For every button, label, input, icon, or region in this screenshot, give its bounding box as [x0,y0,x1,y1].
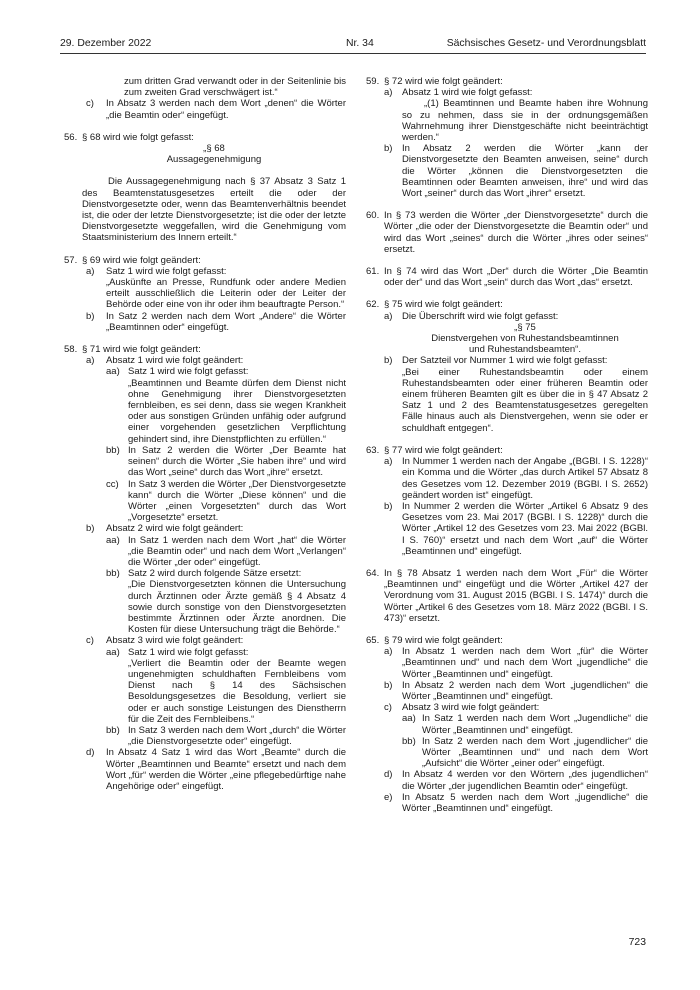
section-64: 64. In § 78 Absatz 1 werden nach dem Wort „Für“ die Wörter „Beamtinnen und“ eingefügt und die Wörter „Artikel 427 der Verordnung vom 31. August 2015 (BGBl. I S. 1474)“ durch die Wörter „Artikel 6 des Gesetzes vom 18. März 2022 (BGBl. I S. 473)“ ersetzt. [366,567,648,624]
right-column [366,76,648,814]
section-62-a-heading-number: „§ 75 [514,321,536,333]
section-65-c-bb: bb) In Satz 2 werden nach dem Wort „jugendlicher“ die Wörter „Beamtinnen und“ und nach dem Wort „Aufsicht“ die Wörter „einer oder“ eingefügt. [402,735,648,770]
section-58-a-aa-quote: „Beamtinnen und Beamte dürfen dem Dienst nicht ohne Genehmigung ihrer Dienstvorgesetzten fernbleiben, es sei denn, dass sie wegen Krankheit oder aus sonstigen Gründen unfähig oder aufgrund einer vorgehenden gesetzlichen Verpflichtung gehindert sind, ihre Dienstpflichten zu erfüllen.“ [128,377,346,445]
section-58-a-aa: aa) Satz 1 wird wie folgt gefasst: [106,366,249,378]
section-58-a: a) Absatz 1 wird wie folgt geändert: [86,355,244,367]
section-65-a: a) In Absatz 1 werden nach dem Wort „für“ die Wörter „Beamtinnen und“ und nach dem Wort „jugendliche“ die Wörter „Beamtinnen und“ eingefügt. [384,646,648,680]
section-56-body: Die Aussagegenehmigung nach § 37 Absatz 3 Satz 1 des Beamtenstatusgesetzes erteilt die oder der Dienstvorgesetzte oder, wenn das Beamtenverhältnis beendet ist, die oder der letzte Dienstvorgesetzte; ist die oder der letzte Dienstvorgesetzte weggefallen, wird die Genehmigung vom Staatsministerium des Innern erteilt.“ [82,176,346,244]
section-62-a: a) Die Überschrift wird wie folgt gefasst: [384,310,559,322]
section-62-a-heading-title: Dienstvergehen von Ruhestandsbeamtinnen [431,333,619,345]
section-59-b: b) In Absatz 2 werden die Wörter „kann der Dienstvorgesetzte den Beamten anweisen, seine“ durch die Wörter „können die Dienstvorgesetzten die Beamtinnen oder Beamten anweisen, ihre“ und wird das Wort „seiner“ durch das Wort „ihrer“ ersetzt. [384,143,648,200]
section-65-e: e) In Absatz 5 werden nach dem Wort „jugendliche“ die Wörter „Beamtinnen und“ eingefügt. [384,791,648,814]
section-63-b: b) In Nummer 2 werden die Wörter „Artikel 6 Absatz 9 des Gesetzes vom 23. Mai 2017 (BGBl. I S. 1228)“ durch die Wörter „Artikel 12 des Gesetzes vom 23. Mai 2022 (BGBl. I S. 760)“ ersetzt und nach dem Wort „auf“ die Wörter „Beamtinnen und“ eingefügt. [384,500,648,557]
page-number: 723 [628,937,646,948]
section-60: 60. In § 73 werden die Wörter „der Dienstvorgesetzte“ durch die Wörter „die oder der Dienstvorgesetzte die Beamtin oder“ und wird das Wort „seines“ durch die Wörter „ihres oder seines“ ersetzt. [366,210,648,255]
section-62-b: b) Der Satzteil vor Nummer 1 wird wie folgt gefasst: [384,355,608,367]
section-58-b-bb: bb) Satz 2 wird durch folgende Sätze ersetzt: [106,568,302,580]
section-65-b: b) In Absatz 2 werden nach dem Wort „jugendlichen“ die Wörter „Beamtinnen und“ eingefügt. [384,679,648,702]
section-58: 58. § 71 wird wie folgt geändert: [64,344,201,356]
section-57: 57. § 69 wird wie folgt geändert: [64,254,201,266]
continued-quote: zum dritten Grad verwandt oder in der Seitenlinie bis zum zweiten Grad verschwägert ist.“ [124,76,346,99]
section-57-b: b) In Satz 2 werden nach dem Wort „Andere“ die Wörter „Beamtinnen oder“ eingefügt. [86,310,346,333]
section-63: 63. § 77 wird wie folgt geändert: [366,444,503,456]
continued-item-c: c) In Absatz 3 werden nach dem Wort „denen“ die Wörter „die Beamtin oder“ eingefügt. [86,98,346,121]
section-58-c-bb: bb) In Satz 3 werden nach dem Wort „durch“ die Wörter „die Dienstvorgesetzte oder“ eingefügt. [106,724,346,748]
header-date: 29. Dezember 2022 [60,38,152,49]
section-57-a: a) Satz 1 wird wie folgt gefasst: [86,265,227,277]
page-header [60,38,646,54]
section-58-b-bb-quote: „Die Dienstvorgesetzten können die Untersuchung durch Ärztinnen oder Ärzte gemäß § 4 Absatz 4 sowie durch sonstige von den Dienstvorgesetzten bestimmte Ärztinnen oder Ärzte anordnen. Die Kosten für diese Untersuchung trägt die Behörde.“ [128,579,346,636]
section-56-heading-number: „§ 68 [203,143,225,155]
section-58-c-aa: aa) Satz 1 wird wie folgt gefasst: [106,646,249,658]
section-59-a-quote: „(1) Beamtinnen und Beamte haben ihre Wohnung so zu nehmen, dass sie in der ordnungsgemäßen Wahrnehmung ihrer Dienstgeschäfte nicht beeinträchtigt werden.“ [402,98,648,144]
section-65-c-aa: aa) In Satz 1 werden nach dem Wort „Jugendliche“ die Wörter „Beamtinnen und“ eingefügt. [402,713,648,736]
section-58-a-bb: bb) In Satz 2 werden die Wörter „Der Beamte hat seinen“ durch die Wörter „Sie haben ihre“ und wird das Wort „seine“ durch das Wort „ihre“ ersetzt. [106,444,346,479]
section-62: 62. § 75 wird wie folgt geändert: [366,299,503,311]
section-65-d: d) In Absatz 4 werden vor den Wörtern „des jugendlichen“ die Wörter „der jugendlichen Beamtin oder“ eingefügt. [384,769,648,792]
section-56-heading-title: Aussagegenehmigung [166,154,262,166]
header-publication: Sächsisches Gesetz- und Verordnungsblatt [446,38,646,49]
section-58-b-aa: aa) In Satz 1 werden nach dem Wort „hat“ die Wörter „die Beamtin oder“ und nach dem Wort „Verlangen“ die Wörter „der oder“ eingefügt. [106,534,346,568]
left-column [64,76,346,792]
section-65-c: c) Absatz 3 wird wie folgt geändert: [384,702,540,714]
section-65: 65. § 79 wird wie folgt geändert: [366,634,503,646]
header-issue: Nr. 34 [346,38,374,49]
section-58-c: c) Absatz 3 wird wie folgt geändert: [86,635,244,647]
section-58-a-cc: cc) In Satz 3 werden die Wörter „Der Dienstvorgesetzte kann“ durch die Wörter „Diese können“ und die Wörter „einen Vorgesetzten“ durch das Wort „Vorgesetzte“ ersetzt. [106,478,346,524]
section-58-b: b) Absatz 2 wird wie folgt geändert: [86,523,244,535]
section-58-c-aa-quote: „Verliert die Beamtin oder der Beamte wegen ungenehmigten schuldhaften Fernbleibens vom Dienst nach § 14 des Sächsischen Besoldungsgesetzes die Besoldung, verliert sie oder er auch sonstige Leistungen des Dienstherrn für die Zeit des Fernbleibens.“ [128,657,346,725]
section-58-d: d) In Absatz 4 Satz 1 wird das Wort „Beamte“ durch die Wörter „Beamtinnen und Beamte“ ersetzt und nach dem Wort „für“ werden die Wörter „eine pflegebedürftige nahe Angehörige oder“ eingefügt. [86,747,346,792]
section-56: 56. § 68 wird wie folgt gefasst: [64,131,194,143]
section-57-a-quote: „Auskünfte an Presse, Rundfunk oder andere Medien erteilt ausschließlich die Leiterin oder der Leiter der Behörde oder eine von ihr oder ihm beauftragte Person.“ [106,277,346,311]
section-59-a: a) Absatz 1 wird wie folgt gefasst: [384,87,533,99]
header-rule [60,53,646,54]
section-59: 59. § 72 wird wie folgt geändert: [366,76,503,87]
section-62-a-heading-title-cont: und Ruhestandsbeamten“. [469,344,581,356]
section-61: 61. In § 74 wird das Wort „Der“ durch die Wörter „Die Beamtin oder der“ und das Wort „sein“ durch das Wort „das“ ersetzt. [366,266,648,289]
section-63-a: a) In Nummer 1 werden nach der Angabe „(BGBl. I S. 1228)“ ein Komma und die Wörter „das durch Artikel 57 Absatz 8 des Gesetzes vom 12. Dezember 2019 (BGBl. I S. 2652) geändert worden ist“ eingefügt. [384,456,648,501]
section-62-b-quote: „Bei einer Ruhestandsbeamtin oder einem Ruhestandsbeamten oder einer früheren Beamtin oder einem früheren Beamten gilt es über die in § 47 Absatz 2 Satz 1 und 2 des Beamtenstatusgesetzes geregelten Fälle hinaus auch als Dienstvergehen, wenn sie oder er schuldhaft entgegen“. [402,366,648,434]
